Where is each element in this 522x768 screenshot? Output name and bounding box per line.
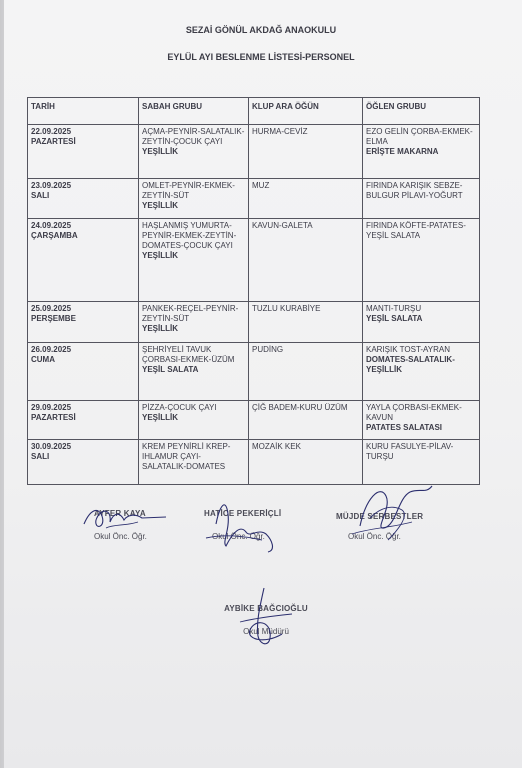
date-cell — [28, 343, 139, 401]
noon-cell — [363, 125, 480, 179]
noon-menu: FIRINDA KARIŞIK SEBZE-BULGUR PİLAVI-YOĞURT — [366, 181, 463, 200]
table-row — [28, 219, 480, 302]
date-value: 29.09.2025 — [31, 403, 72, 412]
day-value: PAZARTESİ — [31, 413, 76, 422]
morning-menu: KREM PEYNİRLİ KREP-IHLAMUR ÇAYI-SALATALIK-DOMATES — [142, 442, 231, 471]
morning-cell — [139, 219, 249, 302]
table-row — [28, 401, 480, 440]
date-cell — [28, 125, 139, 179]
signatory-role: Okul Önc. Öğr. — [212, 532, 265, 541]
day-value: CUMA — [31, 355, 55, 364]
morning-cell — [139, 401, 249, 440]
date-value: 23.09.2025 — [31, 181, 72, 190]
noon-menu-extra: YEŞİL SALATA — [366, 314, 423, 323]
date-cell — [28, 179, 139, 219]
table-row — [28, 125, 480, 179]
column-header-snack: KLUP ARA ÖĞÜN — [249, 98, 363, 125]
date-value: 24.09.2025 — [31, 221, 72, 230]
noon-menu-extra: ERİŞTE MAKARNA — [366, 147, 439, 156]
snack-menu: HURMA-CEVİZ — [252, 127, 308, 136]
signatory-name: HATİCE PEKERİÇLİ — [204, 509, 282, 518]
table-header-row — [28, 98, 480, 125]
meal-table — [27, 97, 480, 485]
snack-cell — [249, 125, 363, 179]
snack-menu: MOZAİK KEK — [252, 442, 301, 451]
column-header-morning: SABAH GRUBU — [139, 98, 249, 125]
morning-menu-extra: YEŞİLLİK — [142, 413, 179, 422]
date-cell — [28, 302, 139, 343]
table-row — [28, 343, 480, 401]
column-header-date: TARİH — [28, 98, 139, 125]
noon-menu: KURU FASULYE-PİLAV-TURŞU — [366, 442, 454, 461]
noon-menu-extra: DOMATES-SALATALIK-YEŞİLLİK — [366, 355, 455, 374]
signature-scribble-2 — [196, 494, 286, 554]
noon-menu-extra: PATATES SALATASI — [366, 423, 442, 432]
morning-menu-extra: YEŞİLLİK — [142, 201, 179, 210]
table-row — [28, 179, 480, 219]
date-cell — [28, 219, 139, 302]
noon-menu: KARIŞIK TOST-AYRAN — [366, 345, 451, 354]
date-value: 25.09.2025 — [31, 304, 72, 313]
snack-cell — [249, 401, 363, 440]
morning-cell — [139, 343, 249, 401]
date-cell — [28, 440, 139, 485]
morning-menu: OMLET-PEYNİR-EKMEK-ZEYTİN-SÜT — [142, 181, 235, 200]
snack-menu: TUZLU KURABİYE — [252, 304, 321, 313]
principal-name: AYBİKE BAĞCIOĞLU — [224, 604, 308, 613]
morning-cell — [139, 125, 249, 179]
snack-menu: ÇİĞ BADEM-KURU ÜZÜM — [252, 403, 348, 412]
morning-menu-extra: YEŞİLLİK — [142, 251, 179, 260]
table-row — [28, 302, 480, 343]
morning-menu: ŞEHRİYELİ TAVUK ÇORBASI-EKMEK-ÜZÜM — [142, 345, 235, 364]
morning-menu: AÇMA-PEYNİR-SALATALIK-ZEYTİN-ÇOCUK ÇAYI — [142, 127, 245, 146]
signatory-name: AYFER KAYA — [94, 509, 146, 518]
snack-cell — [249, 343, 363, 401]
snack-cell — [249, 302, 363, 343]
morning-menu-extra: YEŞİLLİK — [142, 147, 179, 156]
signature-scribble-3 — [340, 478, 440, 548]
signatory-role: Okul Önc. Öğr. — [348, 532, 401, 541]
snack-menu: MUZ — [252, 181, 270, 190]
noon-menu: YAYLA ÇORBASI-EKMEK-KAVUN — [366, 403, 462, 422]
snack-cell — [249, 219, 363, 302]
noon-menu: FIRINDA KÖFTE-PATATES-YEŞİL SALATA — [366, 221, 466, 240]
morning-menu: HAŞLANMIŞ YUMURTA-PEYNİR-EKMEK-ZEYTİN-DOMATES-ÇOCUK ÇAYI — [142, 221, 237, 250]
school-name: SEZAİ GÖNÜL AKDAĞ ANAOKULU — [185, 25, 337, 35]
snack-menu: KAVUN-GALETA — [252, 221, 313, 230]
day-value: ÇARŞAMBA — [31, 231, 78, 240]
morning-cell — [139, 302, 249, 343]
signatory-name: MÜJDE SERBESTLER — [336, 512, 424, 521]
column-header-noon: ÖĞLEN GRUBU — [363, 98, 480, 125]
noon-menu: MANTI-TURŞU — [366, 304, 422, 313]
noon-cell — [363, 401, 480, 440]
morning-menu: PANKEK-REÇEL-PEYNİR-ZEYTİN-SÜT — [142, 304, 239, 323]
list-title: EYLÜL AYI BESLENME LİSTESİ-PERSONEL — [167, 52, 355, 62]
date-value: 26.09.2025 — [31, 345, 72, 354]
date-cell — [28, 401, 139, 440]
morning-menu-extra: YEŞİL SALATA — [142, 365, 199, 374]
signatory-role: Okul Önc. Öğr. — [94, 532, 147, 541]
day-value: PERŞEMBE — [31, 314, 76, 323]
day-value: PAZARTESİ — [31, 137, 76, 146]
signature-scribble-1 — [80, 498, 170, 538]
noon-cell — [363, 179, 480, 219]
morning-cell — [139, 440, 249, 485]
snack-menu: PUDİNG — [252, 345, 284, 354]
snack-cell — [249, 179, 363, 219]
morning-cell — [139, 179, 249, 219]
date-value: 30.09.2025 — [31, 442, 72, 451]
day-value: SALI — [31, 452, 50, 461]
noon-menu: EZO GELİN ÇORBA-EKMEK-ELMA — [366, 127, 473, 146]
noon-cell — [363, 219, 480, 302]
noon-cell — [363, 302, 480, 343]
day-value: SALI — [31, 191, 50, 200]
morning-menu-extra: YEŞİLLİK — [142, 324, 179, 333]
noon-cell — [363, 343, 480, 401]
principal-signature-scribble — [236, 586, 296, 652]
principal-role: Okul Müdürü — [243, 627, 289, 636]
date-value: 22.09.2025 — [31, 127, 72, 136]
table-body — [28, 125, 480, 485]
morning-menu: PİZZA-ÇOCUK ÇAYI — [142, 403, 217, 412]
